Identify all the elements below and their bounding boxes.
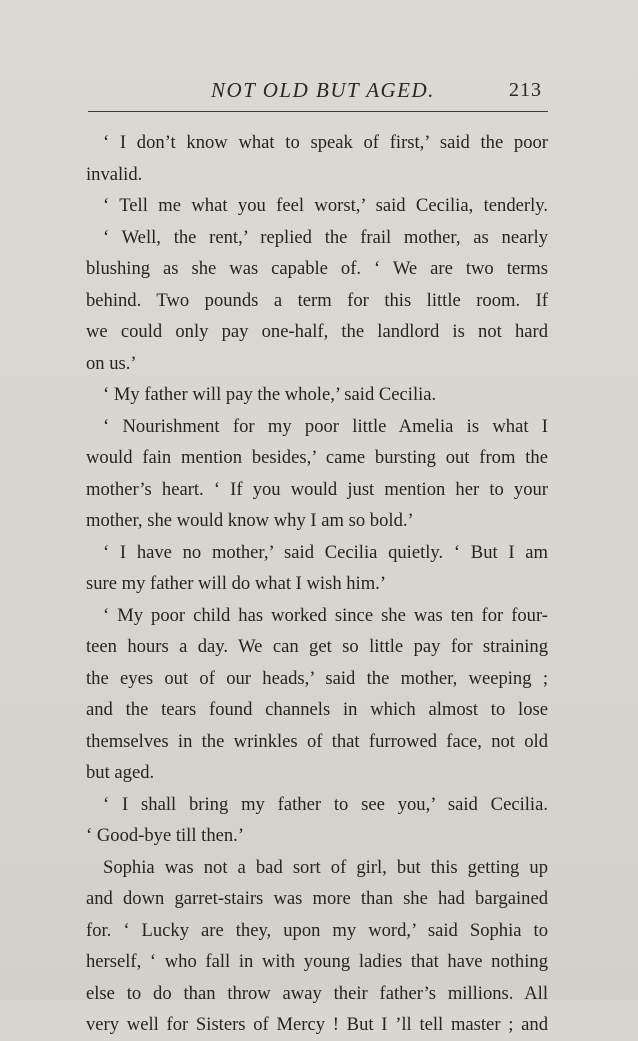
text-line: blushing as she was capable of. ‘ We are two terms [86,258,548,279]
text-line: themselves in the wrinkles of that furrowed face, not old [86,730,548,752]
text-line: but aged. [86,762,155,783]
text-line: Sophia was not a bad sort of girl, but this getting up [103,856,548,878]
text-line: very well for Sisters of Mercy ! But I ’ll tell master ; and [86,1014,548,1035]
page-header [88,74,548,104]
text-line: invalid. [86,163,143,185]
text-line: ‘ My poor child has worked since she was ten for four- [103,604,548,626]
text-line: would fain mention besides,’ came bursting out from the [86,447,548,468]
text-line: ‘ My father will pay the whole,’ said Cecilia. [103,384,437,405]
text-line: else to do than throw away their father’s millions. All [86,982,548,1004]
text-line: ‘ Nourishment for my poor little Amelia is what I [103,415,548,437]
text-line: mother, she would know why I am so bold.’ [86,510,414,531]
text-line: ‘ I don’t know what to speak of first,’ said the poor [103,132,548,153]
text-line: mother’s heart. ‘ If you would just mention her to your [86,478,548,500]
text-line: sure my father will do what I wish him.’ [86,573,387,594]
body-text [86,127,548,1041]
running-title: NOT OLD BUT AGED. [211,78,435,102]
text-line: the eyes out of our heads,’ said the mother, weeping ; [86,667,548,689]
page-number: 213 [509,79,542,101]
text-line: ‘ I have no mother,’ said Cecilia quietly. ‘ But I am [103,541,548,563]
text-line: teen hours a day. We can get so little pay for straining [86,636,548,657]
text-line: ‘ Tell me what you feel worst,’ said Cecilia, tenderly. [103,195,548,216]
text-line: for. ‘ Lucky are they, upon my word,’ said Sophia to [86,919,548,941]
text-line: ‘ Well, the rent,’ replied the frail mother, as nearly [103,226,548,248]
text-line: herself, ‘ who fall in with young ladies that have nothing [86,951,548,972]
text-line: ‘ Good-bye till then.’ [86,825,245,846]
header-rule [88,111,548,112]
text-line: we could only pay one-half, the landlord is not hard [86,321,548,342]
text-line: on us.’ [86,352,137,374]
text-line: and down garret-stairs was more than she had bargained [86,888,548,909]
text-line: and the tears found channels in which almost to lose [86,699,548,720]
text-line: ‘ I shall bring my father to see you,’ said Cecilia. [103,793,548,815]
text-line: behind. Two pounds a term for this little room. If [86,289,548,311]
